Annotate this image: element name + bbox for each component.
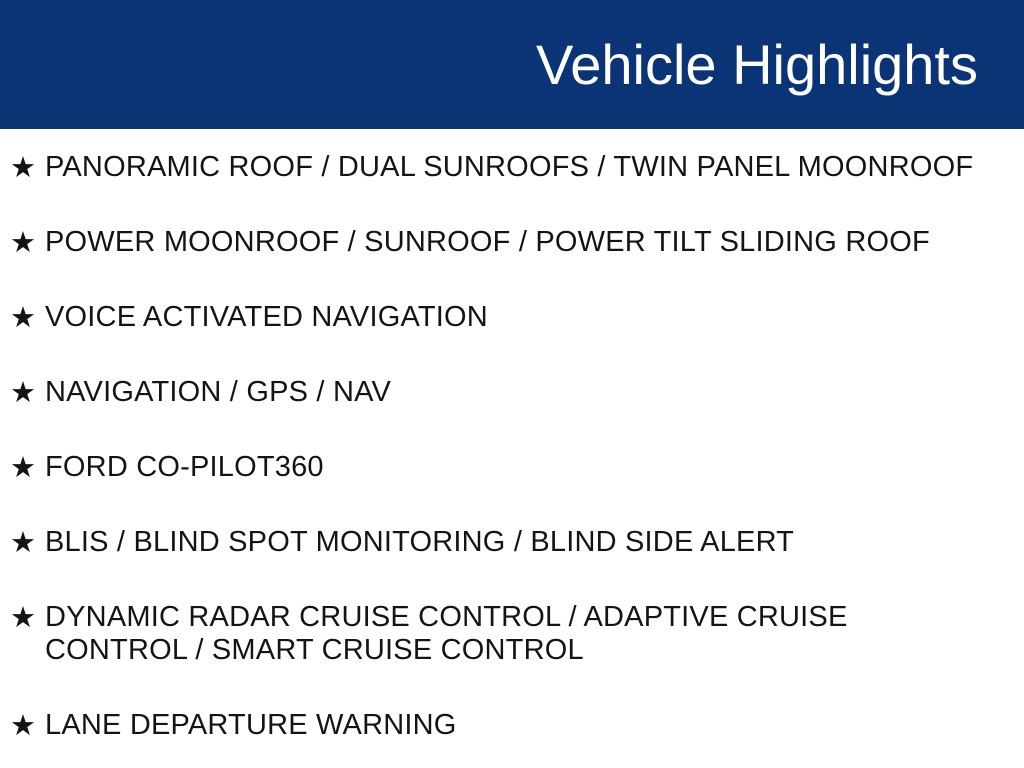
- highlight-text: FORD CO-PILOT360: [45, 451, 324, 483]
- list-item: [0, 151, 980, 184]
- list-item: [0, 709, 980, 742]
- star-icon: ★: [10, 225, 37, 259]
- header-bar: [0, 0, 1024, 129]
- list-item: [0, 226, 980, 259]
- highlight-text: NAVIGATION / GPS / NAV: [45, 376, 392, 408]
- list-item: [0, 301, 980, 334]
- star-icon: ★: [10, 300, 37, 334]
- highlight-text: BLIS / BLIND SPOT MONITORING / BLIND SIDE ALERT: [45, 526, 795, 558]
- page-title: Vehicle Highlights: [535, 32, 978, 96]
- list-item: [0, 601, 980, 667]
- list-item: [0, 526, 980, 559]
- star-icon: ★: [10, 600, 37, 634]
- star-icon: ★: [10, 150, 37, 184]
- highlight-text: POWER MOONROOF / SUNROOF / POWER TILT SLIDING ROOF: [45, 226, 930, 258]
- highlight-text: PANORAMIC ROOF / DUAL SUNROOFS / TWIN PANEL MOONROOF: [45, 151, 974, 183]
- list-item: [0, 376, 980, 409]
- star-icon: ★: [10, 525, 37, 559]
- highlight-text: DYNAMIC RADAR CRUISE CONTROL / ADAPTIVE CRUISE CONTROL / SMART CRUISE CONTROL: [45, 601, 848, 666]
- highlight-text: LANE DEPARTURE WARNING: [45, 709, 457, 741]
- highlights-list: [0, 129, 1024, 742]
- list-item: [0, 451, 980, 484]
- star-icon: ★: [10, 375, 37, 409]
- star-icon: ★: [10, 708, 37, 742]
- highlight-text: VOICE ACTIVATED NAVIGATION: [45, 301, 488, 333]
- star-icon: ★: [10, 450, 37, 484]
